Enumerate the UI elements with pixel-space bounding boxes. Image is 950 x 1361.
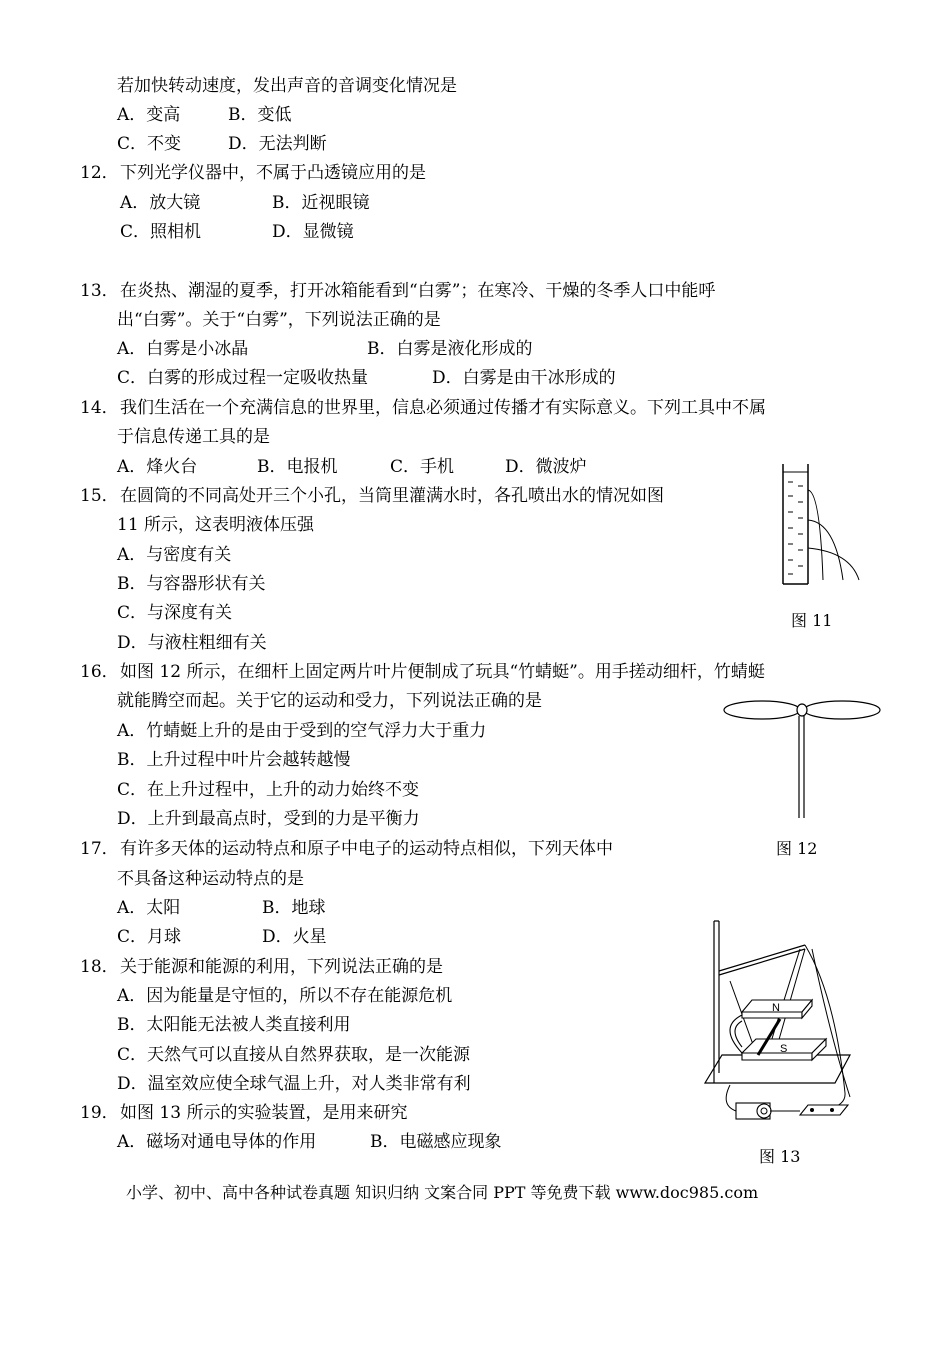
magnet-s-label: S (780, 1043, 788, 1055)
q16-option-c: C．在上升过程中，上升的动力始终不变 (117, 780, 420, 800)
q14-number: 14． (80, 398, 119, 418)
q17-number: 17． (80, 839, 119, 859)
q15-option-b: B．与容器形状有关 (117, 574, 266, 594)
q13-option-a: A．白雾是小冰晶 (117, 339, 249, 359)
q13-stem-line1: 在炎热、潮湿的夏季，打开冰箱能看到“白雾”；在寒冷、干燥的冬季人口中能呼 (120, 281, 716, 301)
q18-option-c: C．天然气可以直接从自然界获取，是一次能源 (117, 1045, 471, 1065)
q11-option-a: A．变高 (117, 105, 181, 125)
q15-option-d: D．与液柱粗细有关 (117, 633, 267, 653)
q12-option-b: B．近视眼镜 (272, 193, 370, 213)
q14-option-a: A．烽火台 (117, 457, 198, 477)
figure-12-bamboo-dragonfly (718, 690, 888, 825)
q13-option-b: B．白雾是液化形成的 (367, 339, 533, 359)
q16-stem-line1: 如图 12 所示，在细杆上固定两片叶片便制成了玩具“竹蜻蜓”。用手搓动细杆，竹蜻蜓 (120, 662, 765, 682)
q14-option-c: C．手机 (390, 457, 455, 477)
q16-option-b: B．上升过程中叶片会越转越慢 (117, 750, 351, 770)
q18-number: 18． (80, 957, 119, 977)
q12-number: 12． (80, 163, 119, 183)
q15-stem-line1: 在圆筒的不同高处开三个小孔，当筒里灌满水时，各孔喷出水的情况如图 (120, 486, 664, 506)
q19-option-b: B．电磁感应现象 (370, 1132, 502, 1152)
q15-option-c: C．与深度有关 (117, 603, 233, 623)
figure-11-cylinder (775, 460, 865, 590)
q17-option-c: C．月球 (117, 927, 182, 947)
q11-option-c: C．不变 (117, 134, 182, 154)
q19-stem: 如图 13 所示的实验装置，是用来研究 (120, 1103, 408, 1123)
q14-option-d: D．微波炉 (505, 457, 587, 477)
magnet-n-label: N (772, 1002, 780, 1014)
q18-option-d: D．温室效应使全球气温上升，对人类非常有利 (117, 1074, 471, 1094)
q16-stem-line2: 就能腾空而起。关于它的运动和受力，下列说法正确的是 (117, 691, 542, 711)
q13-option-c: C．白雾的形成过程一定吸收热量 (117, 368, 369, 388)
figure-12-caption: 图 12 (776, 839, 818, 858)
q16-option-a: A．竹蜻蜓上升的是由于受到的空气浮力大于重力 (117, 721, 487, 741)
figure-13-caption: 图 13 (759, 1147, 801, 1166)
q18-option-a: A．因为能量是守恒的，所以不存在能源危机 (117, 986, 453, 1006)
q15-option-a: A．与密度有关 (117, 545, 232, 565)
q14-stem-line1: 我们生活在一个充满信息的世界里，信息必须通过传播才有实际意义。下列工具中不属 (120, 398, 766, 418)
q16-option-d: D．上升到最高点时，受到的力是平衡力 (117, 809, 420, 829)
q16-number: 16． (80, 662, 119, 682)
figure-11-caption: 图 11 (791, 611, 833, 630)
figure-13-apparatus (700, 915, 860, 1140)
q11-stem: 若加快转动速度，发出声音的音调变化情况是 (117, 76, 457, 96)
page-footer: 小学、初中、高中各种试卷真题 知识归纳 文案合同 PPT 等免费下载 www.doc985.com (126, 1183, 759, 1202)
q17-stem-line2: 不具备这种运动特点的是 (117, 869, 304, 889)
q12-stem: 下列光学仪器中，不属于凸透镜应用的是 (120, 163, 426, 183)
q17-stem-line1: 有许多天体的运动特点和原子中电子的运动特点相似，下列天体中 (120, 839, 613, 859)
q12-option-c: C．照相机 (120, 222, 202, 242)
q18-stem: 关于能源和能源的利用，下列说法正确的是 (120, 957, 443, 977)
q12-option-a: A．放大镜 (120, 193, 201, 213)
q12-option-d: D．显微镜 (272, 222, 354, 242)
q14-stem-line2: 于信息传递工具的是 (117, 427, 270, 447)
q17-option-b: B．地球 (262, 898, 326, 918)
q14-option-b: B．电报机 (257, 457, 338, 477)
q18-option-b: B．太阳能无法被人类直接利用 (117, 1015, 351, 1035)
q15-number: 15． (80, 486, 119, 506)
q19-option-a: A．磁场对通电导体的作用 (117, 1132, 317, 1152)
q11-option-b: B．变低 (228, 105, 292, 125)
q13-option-d: D．白雾是由干冰形成的 (432, 368, 616, 388)
q17-option-a: A．太阳 (117, 898, 181, 918)
q17-option-d: D．火星 (262, 927, 327, 947)
q15-stem-line2: 11 所示，这表明液体压强 (117, 515, 315, 535)
q13-number: 13． (80, 281, 119, 301)
q13-stem-line2: 出“白雾”。关于“白雾”，下列说法正确的是 (117, 310, 441, 330)
q11-option-d: D．无法判断 (228, 134, 327, 154)
q19-number: 19． (80, 1103, 119, 1123)
